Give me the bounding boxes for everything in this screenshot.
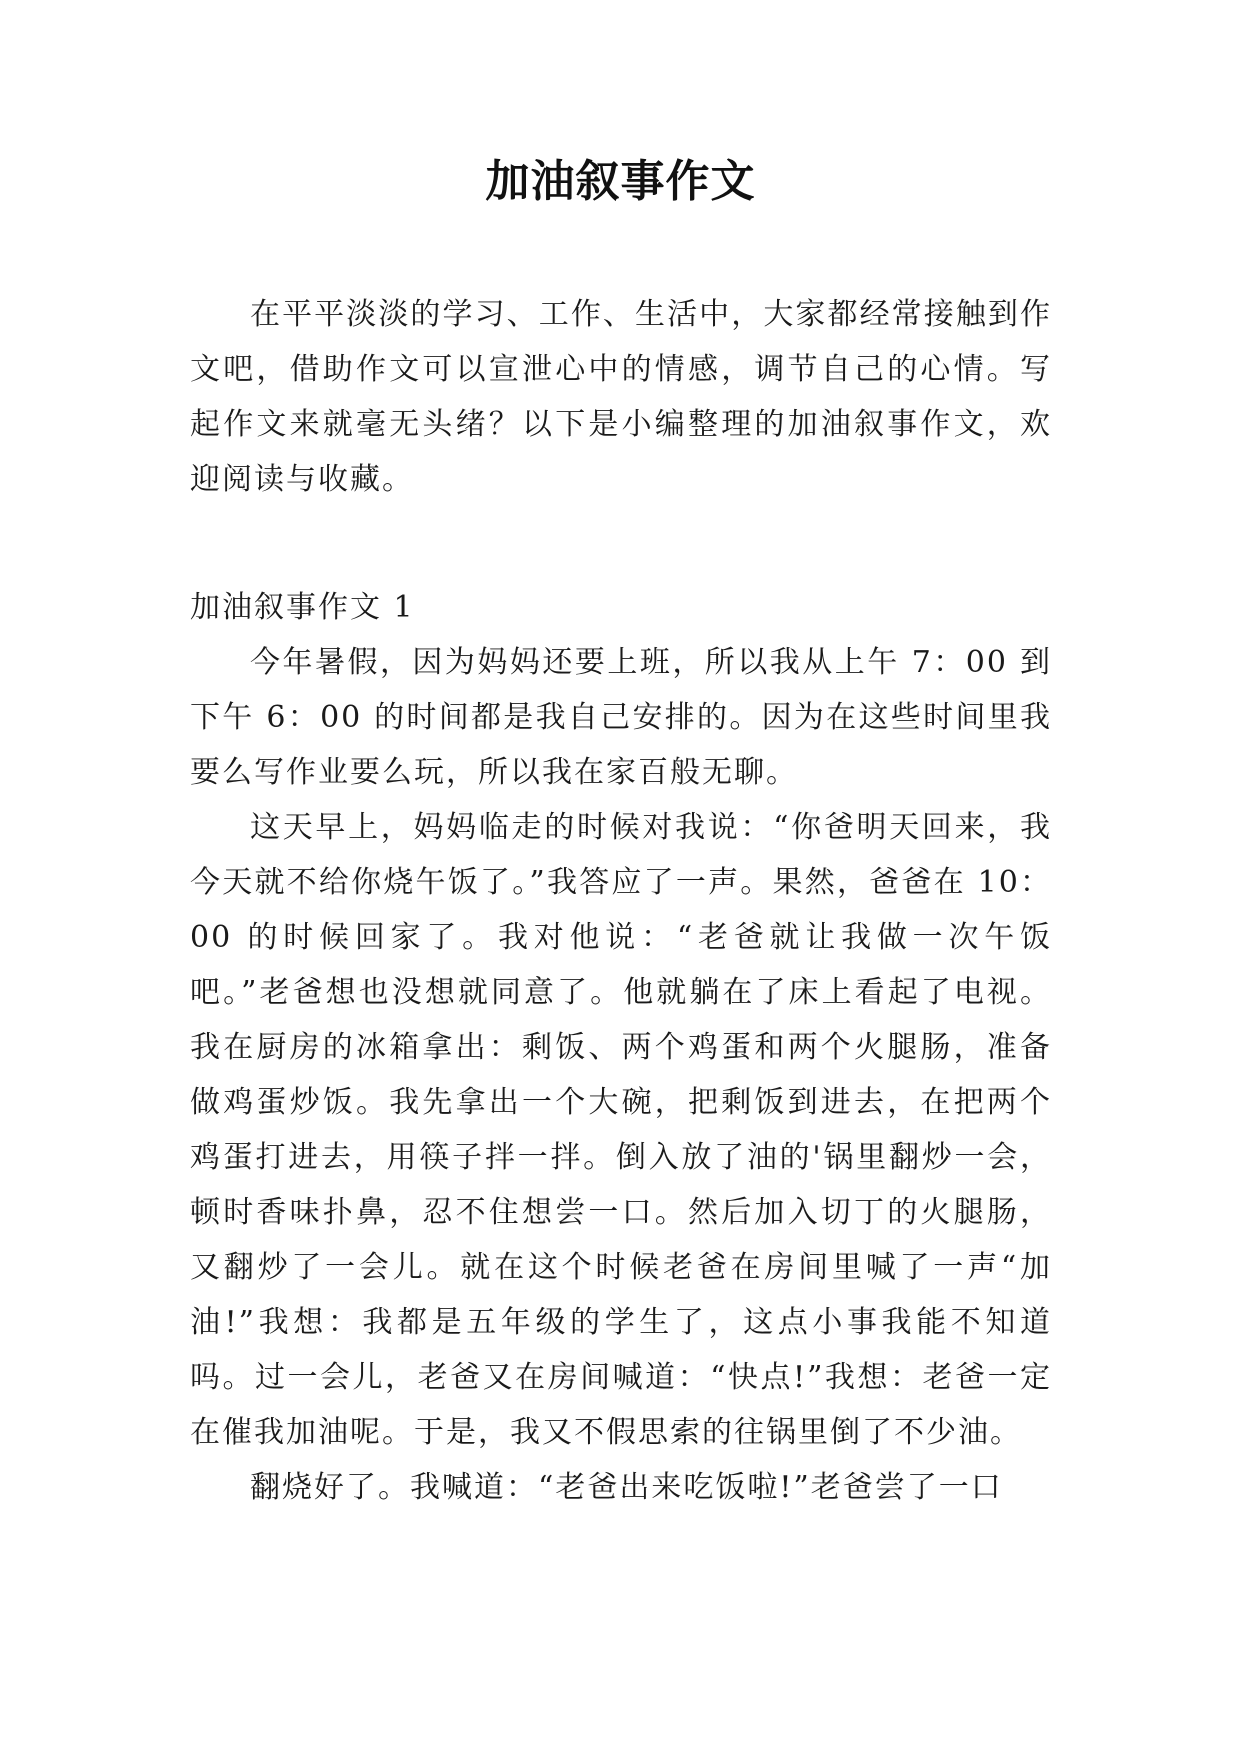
- article-block: [190, 580, 1052, 1515]
- body-paragraph: 今年暑假，因为妈妈还要上班，所以我从上午 7：00 到下午 6：00 的时间都是我自己安排的。因为在这些时间里我要么写作业要么玩，所以我在家百般无聊。: [190, 645, 1052, 790]
- document-title: 加油叙事作文: [485, 156, 756, 207]
- body-paragraph: 翻烧好了。我喊道：“老爸出来吃饭啦!”老爸尝了一口: [250, 1470, 1003, 1505]
- section-heading: 加油叙事作文 1: [190, 590, 415, 625]
- intro-block: [190, 287, 1052, 507]
- body-paragraph: 这天早上，妈妈临走的时候对我说：“你爸明天回来，我今天就不给你烧午饭了。”我答应了一声。果然，爸爸在 10：00 的时候回家了。我对他说：“老爸就让我做一次午饭吧。”老爸想也没想就同意了。他就躺在了床上看起了电视。我在厨房的冰箱拿出：剩饭、两个鸡蛋和两个火腿肠，准备做鸡蛋炒饭。我先拿出一个大碗，把剩饭到进去，在把两个鸡蛋打进去，用筷子拌一拌。倒入放了油的'锅里翻炒一会，顿时香味扑鼻，忍不住想尝一口。然后加入切丁的火腿肠，又翻炒了一会儿。就在这个时候老爸在房间里喊了一声“加油!”我想：我都是五年级的学生了，这点小事我能不知道吗。过一会儿，老爸又在房间喊道：“快点!”我想：老爸一定在催我加油呢。于是，我又不假思索的往锅里倒了不少油。: [190, 810, 1052, 1450]
- intro-paragraph: 在平平淡淡的学习、工作、生活中，大家都经常接触到作文吧，借助作文可以宣泄心中的情感，调节自己的心情。写起作文来就毫无头绪？以下是小编整理的加油叙事作文，欢迎阅读与收藏。: [190, 297, 1052, 497]
